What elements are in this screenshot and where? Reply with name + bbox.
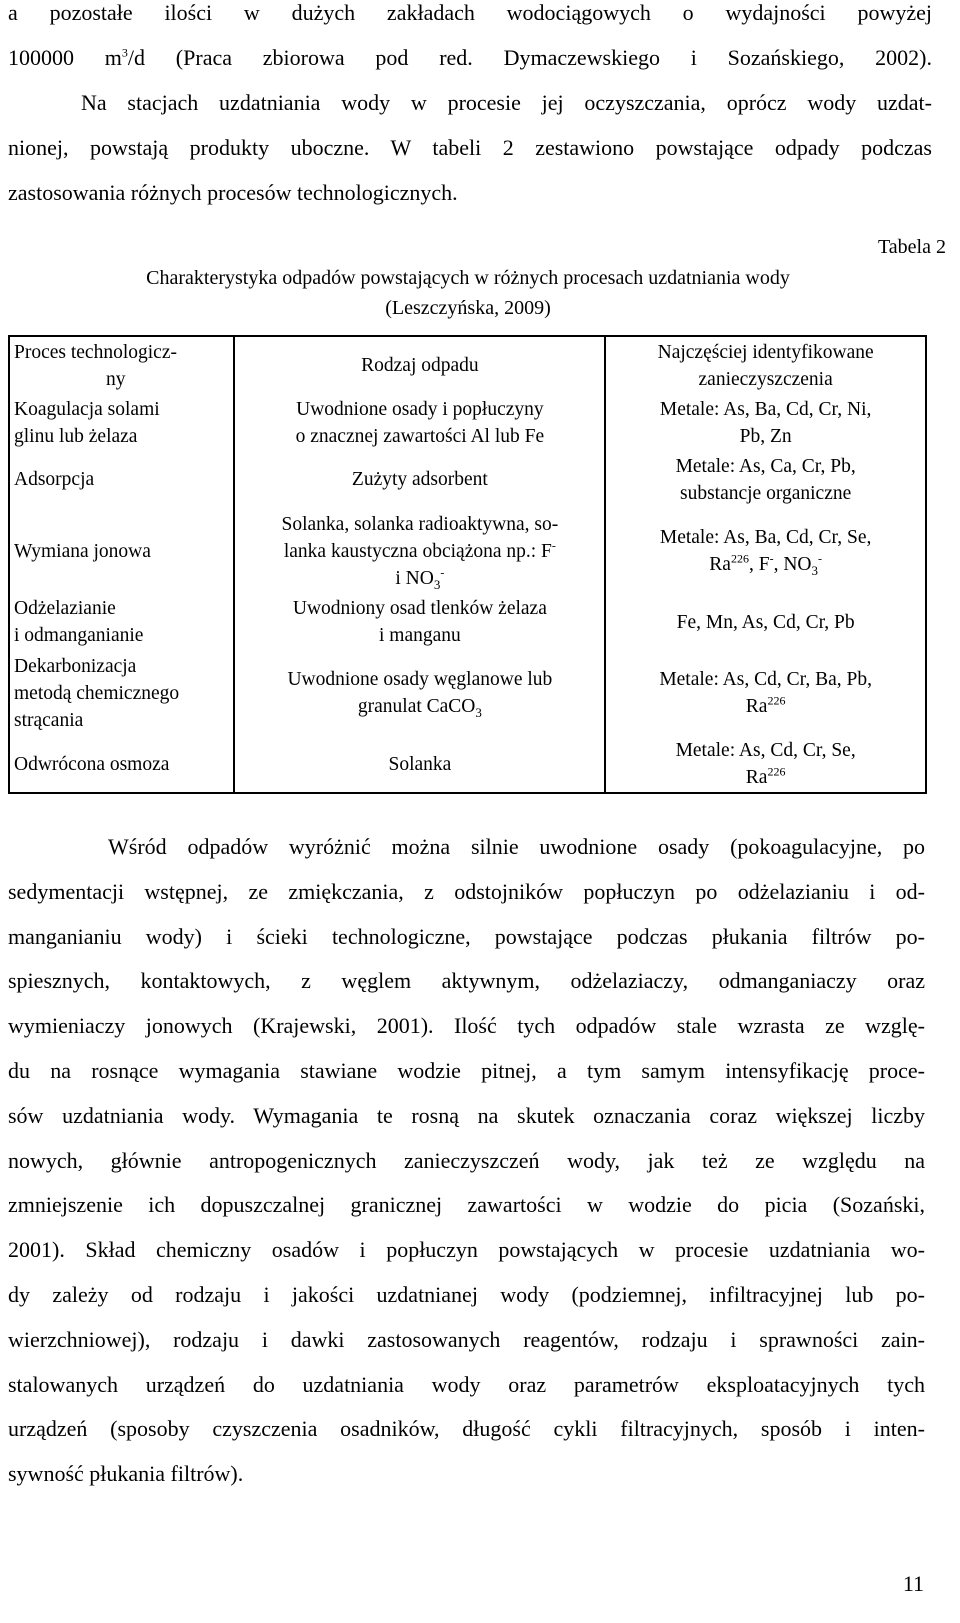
body-line: nowych, głównie antropogenicznych zanieczyszczeń wody, jak też ze względu na — [8, 1147, 925, 1173]
table-caption-source: (Leszczyńska, 2009) — [385, 297, 551, 319]
pollutants-cell: Metale: As, Cd, Cr, Ba, Pb, Ra$^{226}$ — [605, 650, 926, 736]
table-row — [9, 508, 926, 594]
body-line: manganianiu wody) i ścieki technologiczne, powstające podczas płukania filtrów po- — [8, 923, 925, 949]
pollutants-cell: Fe, Mn, As, Cd, Cr, Pb — [605, 594, 926, 650]
intro-line: zastosowania różnych procesów technologicznych. — [8, 180, 458, 205]
table-header-row — [9, 336, 926, 394]
table-row — [9, 594, 926, 650]
process-cell: Koagulacja solami glinu lub żelaza — [9, 394, 234, 451]
waste-cell: Uwodnione osady węglanowe lub granulat CaCO$_3$ — [234, 650, 605, 736]
waste-cell: Zużyty adsorbent — [234, 451, 605, 508]
intro-line: nionej, powstają produkty uboczne. W tabeli 2 zestawiono powstające odpady podczas — [8, 135, 932, 160]
body-paragraph — [8, 825, 925, 1497]
table-row — [9, 451, 926, 508]
intro-paragraph — [8, 0, 932, 215]
table-row — [9, 736, 926, 793]
table-caption: Charakterystyka odpadów powstających w różnych procesach uzdatniania wody — [146, 267, 790, 289]
body-line: du na rosnące wymagania stawiane wodzie pitnej, a tym samym intensyfikację proce- — [8, 1057, 925, 1083]
waste-cell: Uwodniony osad tlenków żelaza i manganu — [234, 594, 605, 650]
process-cell: Dekarbonizacja metodą chemicznego strącania — [9, 650, 234, 736]
intro-line: 100000 $m^3/d$ (Praca zbiorowa pod red. Dymaczewskiego i Sozańskiego, 2002). — [8, 45, 932, 70]
waste-cell: Solanka — [234, 736, 605, 793]
body-line: sów uzdatniania wody. Wymagania te rosną na skutek oznaczania coraz większej liczby — [8, 1102, 925, 1128]
body-line: spiesznych, kontaktowych, z węglem aktywnym, odżelaziaczy, odmanganiaczy oraz — [8, 968, 925, 994]
body-line: urządzeń (sposoby czyszczenia osadników, długość cykli filtracyjnych, sposób i inten- — [8, 1416, 925, 1442]
header-pollutants: Najczęściej identyfikowane zanieczyszczenia — [605, 336, 926, 394]
table-row — [9, 650, 926, 736]
pollutants-cell: Metale: As, Ca, Cr, Pb, substancje organiczne — [605, 451, 926, 508]
body-line: sywność płukania filtrów). — [8, 1461, 244, 1487]
table-number: Tabela 2 — [877, 236, 946, 258]
waste-table — [8, 335, 927, 794]
page-number: 11 — [902, 1571, 924, 1596]
intro-line: Na stacjach uzdatniania wody w procesie jej oczyszczania, oprócz wody uzdat- — [81, 90, 932, 115]
body-line: 2001). Skład chemiczny osadów i popłuczyn powstających w procesie uzdatniania wo- — [8, 1237, 925, 1263]
header-waste-type: Rodzaj odpadu — [234, 336, 605, 394]
body-line: wymieniaczy jonowych (Krajewski, 2001). Ilość tych odpadów stale wzrasta ze wzglę- — [8, 1013, 925, 1039]
process-cell: Odwrócona osmoza — [9, 736, 234, 793]
body-line: wierzchniowej), rodzaju i dawki zastosowanych reagentów, rodzaju i sprawności zain- — [8, 1326, 925, 1352]
process-cell: Odżelazianie i odmanganianie — [9, 594, 234, 650]
intro-line: a pozostałe ilości w dużych zakładach wodociągowych o wydajności powyżej — [8, 0, 932, 25]
waste-cell: Uwodnione osady i popłuczyny o znacznej zawartości Al lub Fe — [234, 394, 605, 451]
waste-cell: Solanka, solanka radioaktywna, so- lanka kaustyczna obciążona np.: F- i $NO_3^-$ — [234, 508, 605, 594]
pollutants-cell: Metale: As, Ba, Cd, Cr, Se, Ra$^{226}$, F-, $NO_3^-$ — [605, 508, 926, 594]
process-cell: Wymiana jonowa — [9, 508, 234, 594]
body-line: dy zależy od rodzaju i jakości uzdatnianej wody (podziemnej, infiltracyjnej lub po- — [8, 1281, 925, 1307]
body-line: zmniejszenie ich dopuszczalnej granicznej zawartości w wodzie do picia (Sozański, — [8, 1192, 925, 1218]
header-process: Proces technologicz- ny — [9, 336, 234, 394]
pollutants-cell: Metale: As, Ba, Cd, Cr, Ni, Pb, Zn — [605, 394, 926, 451]
pollutants-cell: Metale: As, Cd, Cr, Se, Ra$^{226}$ — [605, 736, 926, 793]
body-line: sedymentacji wstępnej, ze zmiękczania, z odstojników popłuczyn po odżelazianiu i od- — [8, 878, 925, 904]
body-line: stalowanych urządzeń do uzdatniania wody oraz parametrów eksploatacyjnych tych — [8, 1371, 925, 1397]
process-cell: Adsorpcja — [9, 451, 234, 508]
table-row — [9, 394, 926, 451]
body-line: Wśród odpadów wyróżnić można silnie uwodnione osady (pokoagulacyjne, po — [108, 834, 925, 859]
